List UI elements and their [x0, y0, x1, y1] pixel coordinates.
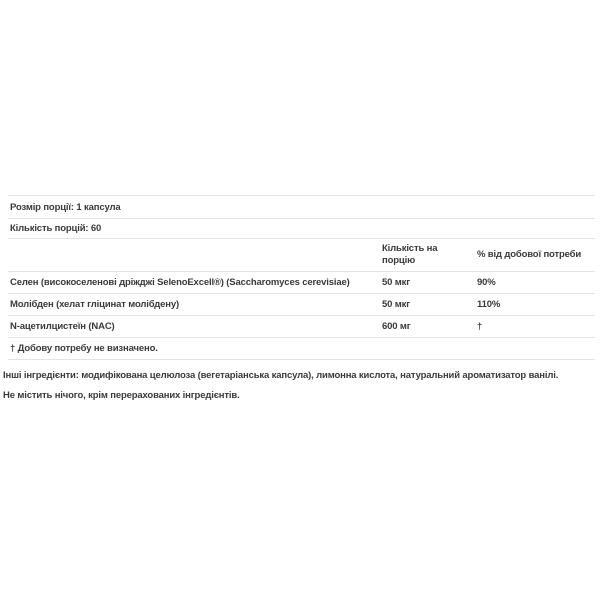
servings-per-container-text: Кількість порцій: 60	[8, 219, 595, 239]
supplement-facts-table	[8, 195, 595, 360]
amount-column-header: Кількість на порцію	[382, 239, 477, 272]
servings-per-container-row	[8, 219, 595, 239]
daily-value-column-header: % від добової потреби	[477, 239, 595, 272]
nutrient-daily-value: †	[477, 316, 595, 338]
nutrient-amount: 600 мг	[382, 316, 477, 338]
table-row-selenium	[8, 272, 595, 294]
table-row-nac	[8, 316, 595, 338]
supplement-facts-panel	[3, 195, 595, 401]
contains-disclaimer-text: Не містить нічого, крім перерахованих інгредієнтів.	[3, 390, 240, 401]
daily-value-footnote: † Добову потребу не визначено.	[8, 338, 595, 360]
nutrient-daily-value: 90%	[477, 272, 595, 294]
serving-size-text: Розмір порції: 1 капсула	[8, 196, 595, 219]
footnote-row	[8, 338, 595, 360]
nutrient-name: Селен (високоселенові дріжджі SelenoExcell®) (Saccharomyces cerevisiae)	[8, 272, 382, 294]
nutrient-amount: 50 мкг	[382, 294, 477, 316]
table-header-row	[8, 239, 595, 272]
other-ingredients-text: Інші інгредієнти: модифікована целюлоза (вегетаріанська капсула), лимонна кислота, натуральний ароматизатор ванілі.	[3, 370, 559, 381]
nutrient-daily-value: 110%	[477, 294, 595, 316]
table-row-molybdenum	[8, 294, 595, 316]
nutrient-name: Молібден (хелат гліцинат молібдену)	[8, 294, 382, 316]
nutrient-name: N-ацетилцистеїн (NAC)	[8, 316, 382, 338]
empty-header-cell	[8, 239, 382, 272]
nutrient-amount: 50 мкг	[382, 272, 477, 294]
serving-size-row	[8, 196, 595, 219]
